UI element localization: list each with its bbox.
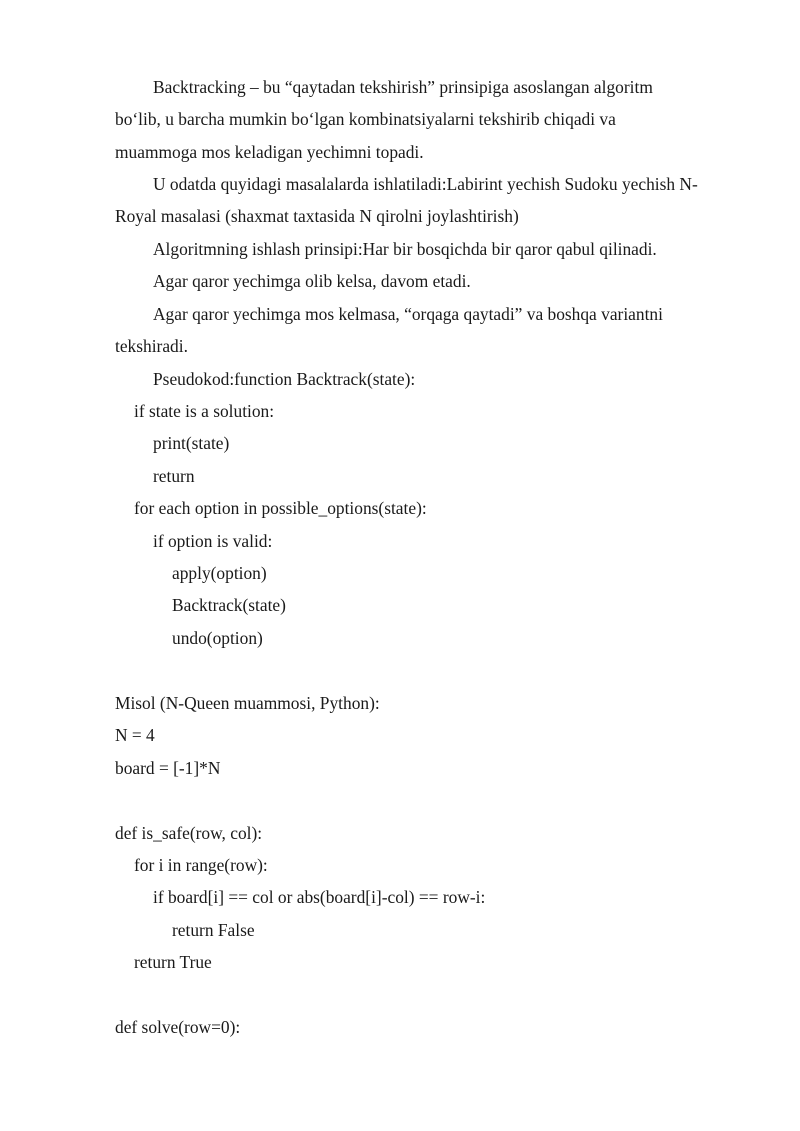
code-line: return False	[172, 920, 255, 940]
pseudocode-line: if option is valid:	[153, 531, 273, 551]
example-title: Misol (N-Queen muammosi, Python):	[115, 693, 380, 713]
code-line: for i in range(row):	[134, 855, 268, 875]
intro-line-3: muammoga mos keladigan yechimni topadi.	[115, 142, 424, 162]
pseudocode-line: print(state)	[153, 433, 230, 453]
pseudocode-line: return	[153, 466, 195, 486]
code-line: return True	[134, 952, 212, 972]
pseudocode-line: undo(option)	[172, 628, 263, 648]
code-line: N = 4	[115, 725, 155, 745]
pseudocode-line: apply(option)	[172, 563, 267, 583]
pseudocode-line: Backtrack(state)	[172, 595, 286, 615]
usage-line-1: U odatda quyidagi masalalarda ishlatiladi:Labirint yechish Sudoku yechish N-	[153, 174, 698, 194]
principle-line-2: Agar qaror yechimga olib kelsa, davom etadi.	[153, 271, 471, 291]
pseudocode-line: if state is a solution:	[134, 401, 275, 421]
code-line: def solve(row=0):	[115, 1017, 241, 1037]
intro-line-2: bo‘lib, u barcha mumkin bo‘lgan kombinatsiyalarni tekshirib chiqadi va	[115, 109, 616, 129]
code-line: if board[i] == col or abs(board[i]-col) == row-i:	[153, 887, 486, 907]
principle-line-4: tekshiradi.	[115, 336, 188, 356]
code-line: def is_safe(row, col):	[115, 823, 263, 843]
principle-line-3: Agar qaror yechimga mos kelmasa, “orqaga qaytadi” va boshqa variantni	[153, 304, 663, 324]
pseudocode-header: Pseudokod:function Backtrack(state):	[153, 369, 416, 389]
pseudocode-line: for each option in possible_options(state):	[134, 498, 427, 518]
intro-line-1: Backtracking – bu “qaytadan tekshirish” prinsipiga asoslangan algoritm	[153, 77, 653, 97]
code-line: board = [-1]*N	[115, 758, 221, 778]
usage-line-2: Royal masalasi (shaxmat taxtasida N qirolni joylashtirish)	[115, 206, 519, 226]
principle-line-1: Algoritmning ishlash prinsipi:Har bir bosqichda bir qaror qabul qilinadi.	[153, 239, 657, 259]
